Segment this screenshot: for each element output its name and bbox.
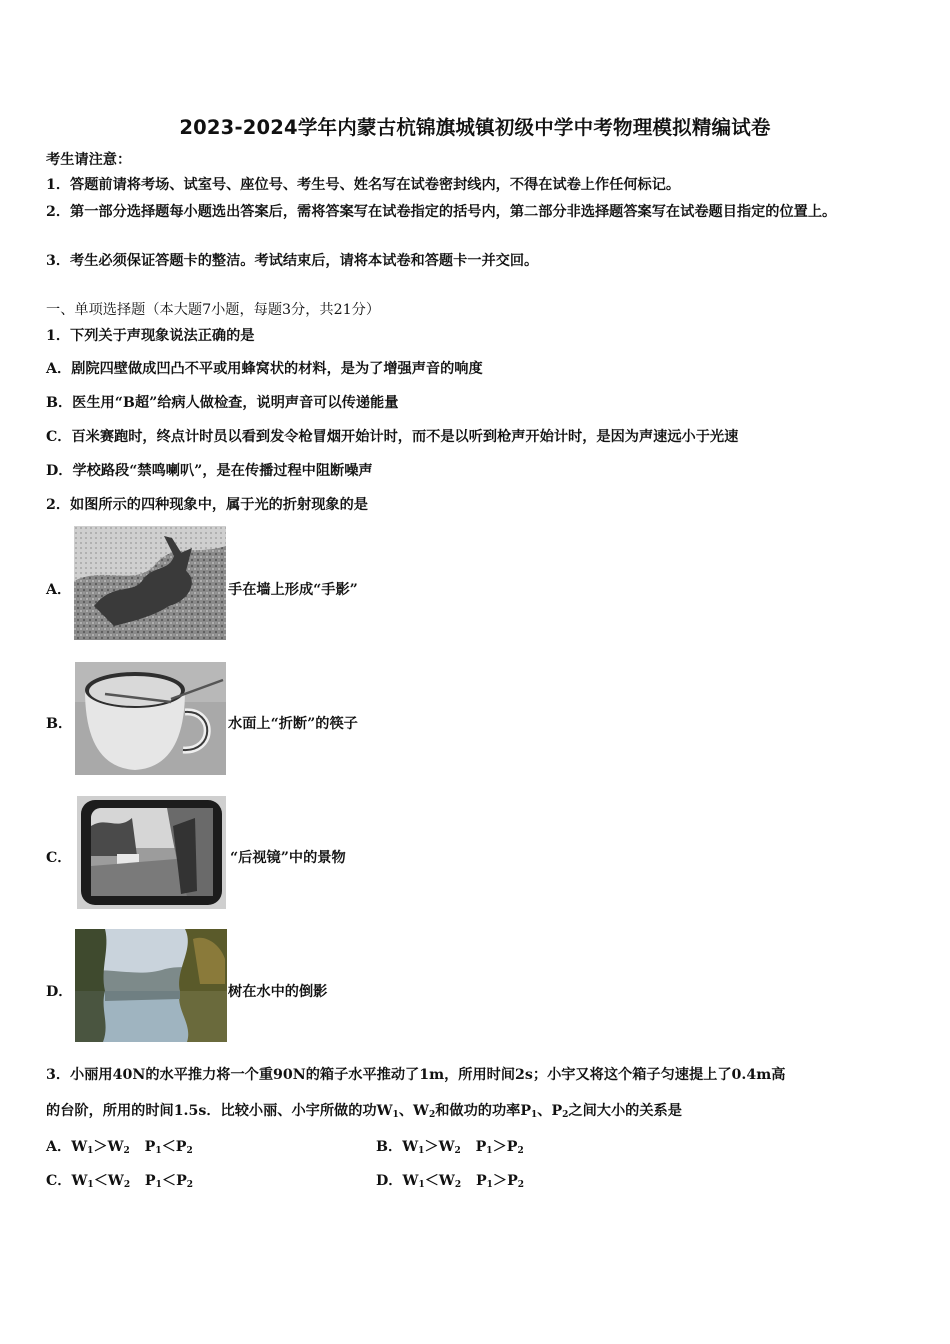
page-title: 2023-2024学年内蒙古杭锦旗城镇初级中学中考物理模拟精编试卷 [179, 116, 771, 139]
q2-option-c-label: C． [46, 850, 72, 866]
q1-option-d: D．学校路段“禁鸣喇叭”，是在传播过程中阻断噪声 [46, 463, 373, 479]
section-heading: 一、单项选择题（本大题7小题，每题3分，共21分） [46, 302, 381, 318]
q1-option-b: B．医生用“B超”给病人做检查，说明声音可以传递能量 [46, 395, 399, 411]
notice-heading: 考生请注意： [46, 152, 132, 168]
q1-option-a: A．剧院四壁做成凹凸不平或用蜂窝状的材料，是为了增强声音的响度 [46, 361, 483, 377]
q3-option-b: B．$W_1>W_2$ $P_1>P_2$ [376, 1139, 524, 1156]
hand-shadow-photo [74, 526, 226, 640]
lake-reflection-photo [75, 929, 227, 1042]
rearview-mirror-photo [77, 796, 226, 909]
q2-option-d-caption: 树在水中的倒影 [228, 984, 328, 1000]
q3-option-a: A．$W_1>W_2$ $P_1<P_2$ [46, 1139, 193, 1156]
q3-option-c: C．$W_1<W_2$ $P_1<P_2$ [46, 1173, 193, 1190]
q2-stem: 2．如图所示的四种现象中，属于光的折射现象的是 [46, 497, 368, 513]
q3-option-d: D．$W_1<W_2$ $P_1>P_2$ [376, 1173, 525, 1190]
q3-stem-line1: 3．小丽用40N的水平推力将一个重90N的箱子水平推动了1m，所用时间2s；小宇又将这个箱子匀速提上了0.4m高 [46, 1067, 786, 1083]
notice-item-2: 2．第一部分选择题每小题选出答案后，需将答案写在试卷指定的括号内，第二部分非选择题答案写在试卷题目指定的位置上。 [46, 204, 837, 220]
q1-stem: 1．下列关于声现象说法正确的是 [46, 328, 255, 344]
q3-stem-line2: 的台阶，所用的时间1.5s．比较小丽、小宇所做的功$W_1$、$W_2$和做功的功率$P_1$、$P_2$之间大小的关系是 [46, 1103, 682, 1120]
q2-option-b-label: B． [46, 716, 73, 732]
q2-option-a-label: A． [46, 582, 72, 598]
q2-option-b-caption: 水面上“折断”的筷子 [228, 716, 358, 732]
q2-option-c-caption: “后视镜”中的景物 [230, 850, 346, 866]
notice-item-1: 1．答题前请将考场、试室号、座位号、考生号、姓名写在试卷密封线内，不得在试卷上作任何标记。 [46, 177, 681, 193]
cup-chopstick-photo [75, 662, 226, 775]
q1-option-c: C．百米赛跑时，终点计时员以看到发令枪冒烟开始计时，而不是以听到枪声开始计时，是因为声速远小于光速 [46, 429, 739, 445]
q2-option-a-caption: 手在墙上形成“手影” [228, 582, 358, 598]
notice-item-3: 3．考生必须保证答题卡的整洁。考试结束后，请将本试卷和答题卡一并交回。 [46, 253, 539, 269]
q2-option-d-label: D． [46, 984, 73, 1000]
